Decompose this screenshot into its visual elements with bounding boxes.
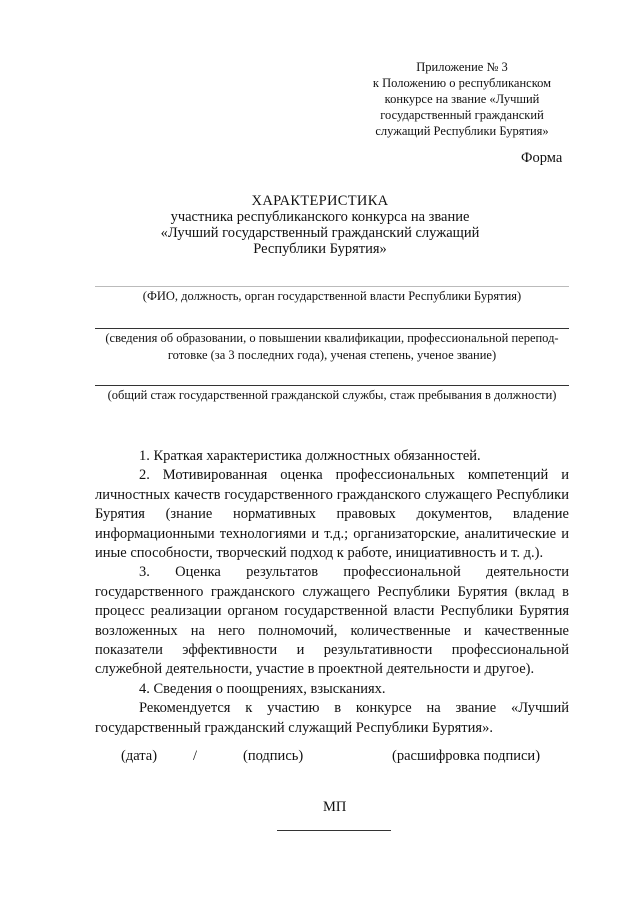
fio-hint: (ФИО, должность, орган государственной власти Республики Бурятия) — [142, 289, 522, 303]
body-paragraph: 1. Краткая характеристика должностных обязанностей. — [139, 448, 481, 464]
signature-sign: (подпись) — [243, 748, 304, 764]
title-line: «Лучший государственный гражданский служащий — [160, 225, 480, 241]
service-hint: (общий стаж государственной гражданской службы, стаж пребывания в должности) — [107, 388, 557, 402]
characteristic-body — [95, 447, 569, 738]
education-hint — [95, 330, 569, 364]
title-line: участника республиканского конкурса на звание — [170, 209, 470, 225]
annex-line: к Положению о республиканском — [372, 76, 552, 90]
body-paragraph: 2. Мотивированная оценка профессиональных компетенций и личностных качеств государственного гражданского служащего Республики Бурятия (знание нормативных правовых документов, владение информационными технологиями и т.д.; организаторские, аналитические и иные способности, творческий подход к работе, инициативность и т. д.). — [95, 467, 569, 562]
stamp-place: МП — [323, 799, 347, 815]
education-fill-line[interactable] — [95, 328, 569, 329]
education-hint-line: готовке (за 3 последних года), ученая степень, ученое звание) — [167, 348, 497, 362]
annex-header — [330, 59, 594, 139]
form-label: Форма — [521, 150, 563, 166]
body-paragraph: 3. Оценка результатов профессиональной деятельности государственного гражданского служащего Республики Бурятия (вклад в процесс реализации органом государственной власти Республики Бурятия возложенных на него полномочий, количественные и качественные показатели эффективности и результативности профессиональной служебной деятельности, участие в проектной деятельности и другое). — [95, 564, 569, 678]
document-title — [120, 193, 520, 257]
annex-line: конкурсе на звание «Лучший — [384, 92, 540, 106]
title-line: ХАРАКТЕРИСТИКА — [251, 193, 389, 209]
fio-fill-line[interactable] — [95, 286, 569, 287]
signature-decode: (расшифровка подписи) — [392, 748, 541, 764]
annex-line: государственный гражданский — [380, 108, 544, 122]
annex-line: служащий Республики Бурятия» — [375, 124, 549, 138]
body-paragraph: 4. Сведения о поощрениях, взысканиях. — [139, 680, 386, 697]
education-hint-line: (сведения об образовании, о повышении квалификации, профессиональной перепод- — [105, 331, 559, 345]
body-paragraph: Рекомендуется к участию в конкурсе на звание «Лучший государственный гражданский служащий Республики Бурятия». — [95, 700, 569, 736]
end-separator-line — [277, 830, 391, 831]
signature-date: (дата) — [121, 748, 158, 764]
service-fill-line[interactable] — [95, 385, 569, 386]
signature-slash: / — [193, 748, 198, 764]
annex-line: Приложение № 3 — [416, 60, 508, 74]
title-line: Республики Бурятия» — [253, 241, 387, 257]
